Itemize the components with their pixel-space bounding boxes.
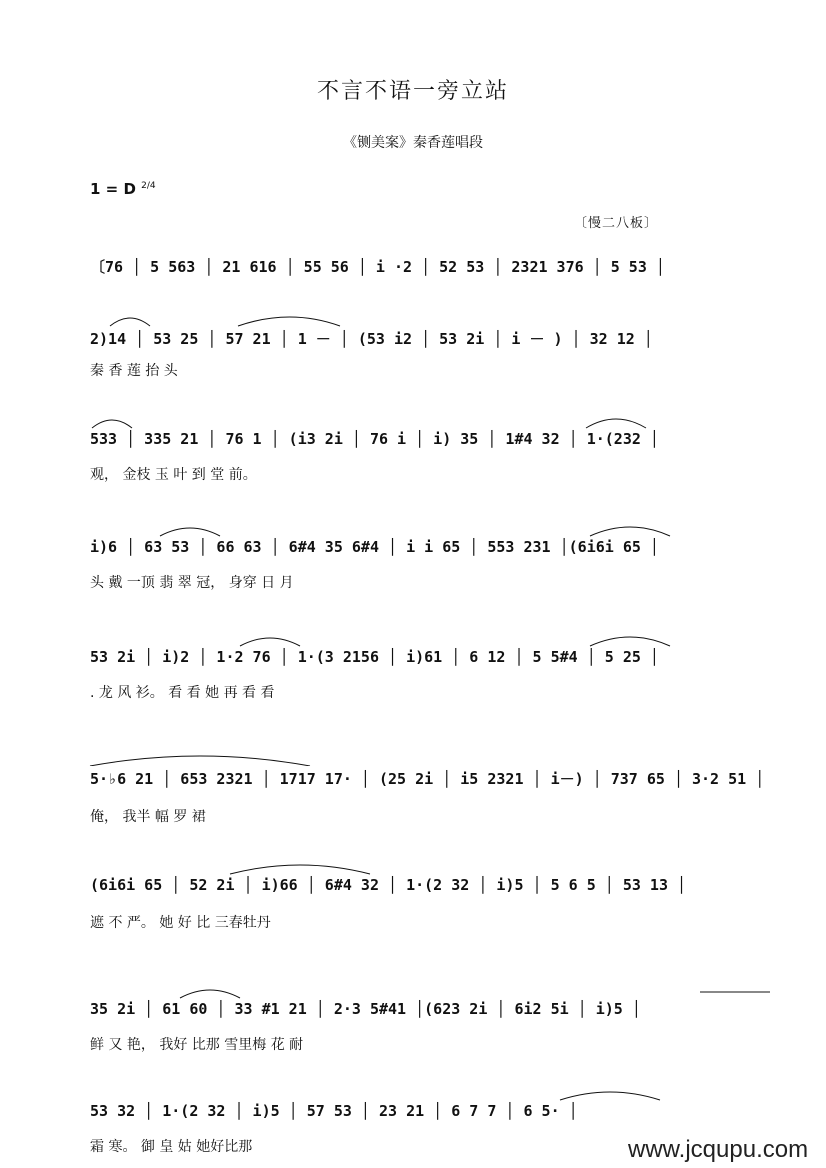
lyrics: 观， 金枝 玉 叶 到 堂 前。 (90, 467, 257, 483)
key-signature (90, 180, 156, 198)
slur-marks (0, 746, 826, 766)
page-title: 不言不语一旁立站 (316, 79, 509, 104)
notation: 53 2i │ i)2 │ 1·2 76 │ 1·(3 2156 │ i)61 │ 6 12 │ 5 5#4 │ 5 25 │ (90, 648, 659, 666)
lyrics: 霜 寒。 御 皇 姑 她好比那 (90, 1139, 253, 1155)
notation: 533 │ 335 21 │ 76 1 │ (i3 2i │ 76 i │ i) 35 │ 1#4 32 │ 1·(232 │ (90, 430, 659, 448)
lyrics: 鲜 又 艳， 我好 比那 雪里梅 花 耐 (90, 1037, 304, 1053)
slur-marks (0, 1082, 826, 1102)
slur-marks (0, 410, 826, 430)
slur-marks (0, 518, 826, 538)
slur-marks (0, 628, 826, 648)
notation: 〔76 │ 5 563 │ 21 616 │ 55 56 │ i ·2 │ 52 53 │ 2321 376 │ 5 53 │ (90, 258, 665, 276)
lyrics: 头 戴 一顶 翡 翠 冠， 身穿 日 月 (90, 575, 294, 591)
time-signature: 2/4 (141, 181, 156, 191)
watermark: www.jcqupu.com (628, 1136, 809, 1163)
slur-marks (0, 856, 826, 876)
tempo-marking: 〔慢二八板〕 (574, 216, 659, 231)
key-text: 1 = D (90, 180, 136, 198)
lyrics: 遮 不 严。 她 好 比 三春牡丹 (90, 915, 271, 931)
notation: (6i6i 65 │ 52 2i │ i)66 │ 6#4 32 │ 1·(2 32 │ i)5 │ 5 6 5 │ 53 13 │ (90, 876, 687, 894)
slur-marks (0, 980, 826, 1000)
notation: i)6 │ 63 53 │ 66 63 │ 6#4 35 6#4 │ i i 65 │ 553 231 │(6i6i 65 │ (90, 538, 659, 556)
lyrics: 秦 香 莲 抬 头 (90, 363, 178, 379)
notation: 53 32 │ 1·(2 32 │ i)5 │ 57 53 │ 23 21 │ 6 7 7 │ 6 5· │ (90, 1102, 578, 1120)
notation: 5·♭6 21 │ 653 2321 │ 1717 17· │ (25 2i │ i5 2321 │ i－) │ 737 65 │ 3·2 51 │ (90, 770, 765, 788)
subtitle: 《铡美案》秦香莲唱段 (343, 135, 483, 151)
notation: 2)14 │ 53 25 │ 57 21 │ 1 － │ (53 i2 │ 53 2i │ i － ) │ 32 12 │ (90, 330, 653, 348)
slur-marks (0, 308, 826, 328)
lyrics: . 龙 风 衫。 看 看 她 再 看 看 (90, 685, 275, 701)
lyrics: 俺， 我半 幅 罗 裙 (90, 809, 206, 825)
notation: 35 2i │ 61 60 │ 33 #1 21 │ 2·3 5#41 │(623 2i │ 6i2 5i │ i)5 │ (90, 1000, 641, 1018)
